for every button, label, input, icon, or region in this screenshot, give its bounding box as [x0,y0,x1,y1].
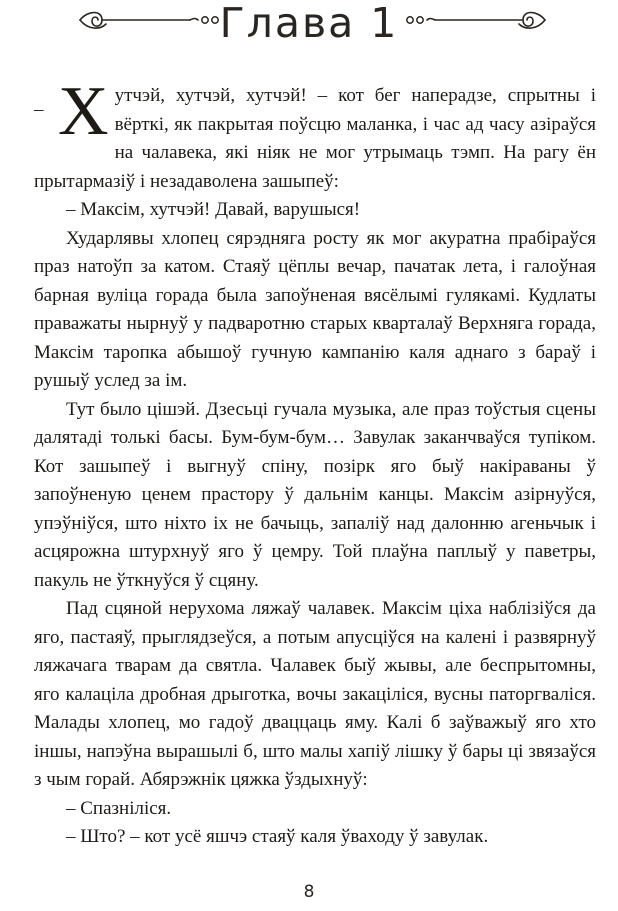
paragraph-text: утчэй, хутчэй, хутчэй! – кот бег наперадзе, спрытны і вёрткі, як пакрытая поўсцю маланка, і час ад часу азіраўся на чалавека, які ніяк не мог утрымаць тэмп. На рагу ён прытармазіў і незадаволена зашыпеў: [34,85,596,192]
chapter-header [0,0,618,52]
dialog-line: – Што? – кот усё яшчэ стаяў каля ўваходу ў завулак. [66,826,489,847]
paragraph-opening [34,73,596,196]
paragraph: Хударлявы хлопец сярэднягa росту як мог акуратна прабіраўся праз натоўп за катом. Стаяў цёплы вечар, пачатак лета, і галоўная барная вуліца горада была запоўненая вясёлымі гулякамі. Кудлаты праважаты нырнуў у падваротню старых кварталаў Верхняга горада, Максім таропка абышоў гучную кампанію каля аднаго з бараў і рушыў услед за ім. [34,227,596,391]
ornament-right-icon [402,6,547,34]
paragraph: Пад сцяной нерухома ляжаў чалавек. Максім ціха наблізіўся да яго, пастаяў, прыглядзеўся, а потым апусціўся на калені і развярнуў ляжачага тварам да святла. Чалавек быў жывы, але беспрытомны, яго калаціла дробная дрыготка, вочы закаціліся, вусны паторгваліся. Малады хлопец, мо гадоў дваццаць яму. Калі б заўважыў яго хто іншы, напэўна вырашылі б, што малы хапіў лішку ў бары ці звязаўся з чым горай. Абярэжнік цяжка ўздыхнуў: [34,598,596,790]
chapter-title: Глава 1 [219,0,399,47]
page-number: 8 [303,882,315,902]
drop-cap: Х [58,73,109,150]
opening-dash: – [34,99,44,120]
dialog-line: – Спазніліся. [66,797,172,819]
chapter-text [34,73,596,852]
dialog-line: – Максім, хутчэй! Давай, варушыся! [66,199,361,220]
paragraph: Тут было цішэй. Дзесьці гучала музыка, але праз тоўстыя сцены далятаді толькі басы. Бум-бум-бум… Завулак заканчваўся тупіком. Кот зашыпеў і выгнуў спіну, позірк яго быў накіраваны ў запоўненую ценем прастору ў дальнім канцы. Максім азірнуўся, упэўніўся, што ніхто іх не бачыць, запаліў над далонню агеньчык і асцярожна штурхнуў яго ў цемру. Той плаўна паплыў у паветры, пакуль не ўткнуўся ў сцяну. [34,398,596,591]
